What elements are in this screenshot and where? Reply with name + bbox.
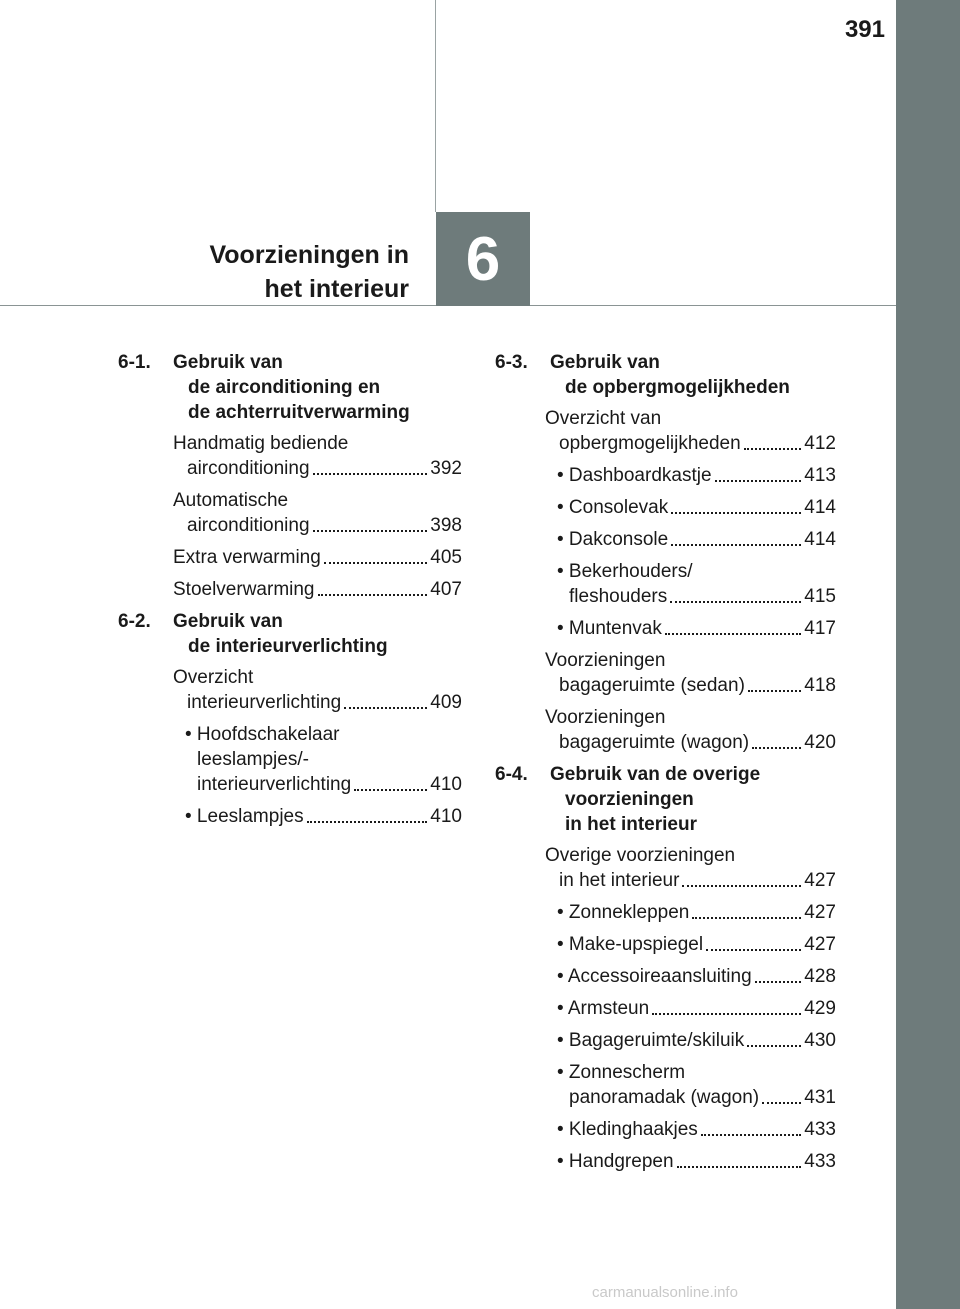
entry-label: Overzicht van (545, 408, 662, 429)
entry-label: Automatische (173, 490, 289, 511)
toc-section-6-2 (118, 609, 462, 659)
section-title-line: de achterruitverwarming (188, 402, 410, 423)
toc-entry[interactable] (545, 1149, 836, 1174)
toc-entry[interactable] (545, 1060, 836, 1110)
dot-leader (677, 1166, 802, 1168)
entry-label: • Hoofdschakelaar (185, 724, 340, 745)
dot-leader (671, 544, 801, 546)
toc-entry[interactable] (173, 488, 462, 538)
toc-entry[interactable] (545, 495, 836, 520)
toc-entry[interactable] (545, 900, 836, 925)
entry-label: fleshouders (569, 586, 668, 607)
entry-page: 431 (804, 1087, 836, 1108)
dot-leader (652, 1013, 801, 1015)
toc-entry[interactable] (173, 804, 462, 829)
section-title (550, 762, 760, 837)
toc-entry[interactable] (545, 463, 836, 488)
toc-section-6-3 (495, 350, 836, 400)
entry-label: leeslampjes/- (197, 749, 309, 770)
entry-page: 429 (804, 998, 836, 1019)
watermark: carmanualsonline.info (592, 1284, 738, 1301)
entry-label: interieurverlichting (187, 692, 342, 713)
section-number: 6-1. (118, 352, 151, 373)
entry-label: • Bagageruimte/skiluik (557, 1030, 745, 1051)
toc-entry[interactable] (545, 964, 836, 989)
toc-entry[interactable] (173, 545, 462, 570)
section-title (173, 609, 388, 659)
entry-page: 398 (430, 515, 462, 536)
entry-page: 433 (804, 1119, 836, 1140)
chapter-title-line: Voorzieningen in (209, 241, 409, 269)
entry-label: • Kledinghaakjes (557, 1119, 698, 1140)
section-title (550, 350, 790, 400)
section-title-line: Gebruik van (173, 352, 283, 373)
toc-entry[interactable] (545, 406, 836, 456)
entry-page: 430 (804, 1030, 836, 1051)
entry-label: interieurverlichting (197, 774, 352, 795)
entry-label: Overzicht (173, 667, 254, 688)
entry-label: • Accessoireaansluiting (557, 966, 752, 987)
toc-section-6-4 (495, 762, 836, 837)
section-title-line: de interieurverlichting (188, 636, 388, 657)
dot-leader (744, 448, 802, 450)
entry-page: 427 (804, 902, 836, 923)
dot-leader (715, 480, 802, 482)
section-title (173, 350, 410, 425)
toc-entry[interactable] (545, 705, 836, 755)
dot-leader (344, 707, 427, 709)
entry-label: in het interieur (559, 870, 680, 891)
entry-page: 410 (430, 806, 462, 827)
entry-page: 433 (804, 1151, 836, 1172)
entry-label: Voorzieningen (545, 650, 666, 671)
toc-section-6-1 (118, 350, 462, 425)
dot-leader (671, 512, 801, 514)
toc-entry[interactable] (545, 527, 836, 552)
entry-label: • Muntenvak (557, 618, 662, 639)
dot-leader (682, 885, 801, 887)
entry-label: • Consolevak (557, 497, 669, 518)
entry-page: 407 (430, 579, 462, 600)
entry-page: 405 (430, 547, 462, 568)
entry-label: Stoelverwarming (173, 579, 315, 600)
entry-label: bagageruimte (wagon) (559, 732, 750, 753)
entry-page: 414 (804, 529, 836, 550)
dot-leader (748, 690, 801, 692)
toc-entry[interactable] (173, 722, 462, 797)
dot-leader (692, 917, 801, 919)
entry-page: 412 (804, 433, 836, 454)
header-divider-vertical (435, 0, 436, 212)
toc-entry[interactable] (173, 665, 462, 715)
dot-leader (307, 821, 428, 823)
toc-entry[interactable] (545, 843, 836, 893)
entry-label: • Dashboardkastje (557, 465, 712, 486)
dot-leader (762, 1102, 801, 1104)
entry-page: 420 (804, 732, 836, 753)
entry-label: • Handgrepen (557, 1151, 674, 1172)
section-number: 6-3. (495, 352, 528, 373)
toc-entry[interactable] (545, 932, 836, 957)
dot-leader (701, 1134, 801, 1136)
entry-label: • Make-upspiegel (557, 934, 704, 955)
chapter-title-line: het interieur (264, 275, 409, 303)
entry-label: Voorzieningen (545, 707, 666, 728)
entry-label: bagageruimte (sedan) (559, 675, 745, 696)
entry-label: • Bekerhouders/ (557, 561, 693, 582)
dot-leader (706, 949, 801, 951)
toc-entry[interactable] (545, 1028, 836, 1053)
page-number: 391 (844, 16, 885, 43)
entry-label: Overige voorzieningen (545, 845, 736, 866)
dot-leader (313, 530, 428, 532)
dot-leader (324, 562, 427, 564)
toc-entry[interactable] (545, 559, 836, 609)
entry-label: • Dakconsole (557, 529, 669, 550)
section-title-line: de airconditioning en (188, 377, 381, 398)
toc-entry[interactable] (545, 616, 836, 641)
entry-label: airconditioning (187, 515, 310, 536)
entry-label: panoramadak (wagon) (569, 1087, 760, 1108)
toc-entry[interactable] (173, 431, 462, 481)
chapter-side-tab (896, 0, 960, 1309)
chapter-number-box: 6 (436, 212, 530, 306)
entry-label: opbergmogelijkheden (559, 433, 741, 454)
entry-label: • Armsteun (557, 998, 650, 1019)
toc-entry[interactable] (545, 996, 836, 1021)
entry-page: 409 (430, 692, 462, 713)
entry-page: 415 (804, 586, 836, 607)
entry-page: 417 (804, 618, 836, 639)
entry-page: 428 (804, 966, 836, 987)
entry-label: • Leeslampjes (185, 806, 304, 827)
dot-leader (755, 981, 802, 983)
entry-page: 418 (804, 675, 836, 696)
section-title-line: Gebruik van (173, 611, 283, 632)
entry-label: airconditioning (187, 458, 310, 479)
entry-label: Handmatig bediende (173, 433, 349, 454)
entry-page: 410 (430, 774, 462, 795)
section-title-line: in het interieur (565, 814, 697, 835)
section-number: 6-4. (495, 764, 528, 785)
dot-leader (318, 594, 428, 596)
dot-leader (354, 789, 427, 791)
toc-column-left (118, 350, 462, 836)
section-title-line: Gebruik van (550, 352, 660, 373)
entry-label: Extra verwarming (173, 547, 321, 568)
section-number: 6-2. (118, 611, 151, 632)
toc-entry[interactable] (173, 577, 462, 602)
entry-page: 427 (804, 934, 836, 955)
dot-leader (747, 1045, 801, 1047)
dot-leader (752, 747, 801, 749)
entry-label: • Zonnescherm (557, 1062, 686, 1083)
section-title-line: Gebruik van de overige (550, 764, 761, 785)
section-title-line: voorzieningen (565, 789, 694, 810)
toc-entry[interactable] (545, 1117, 836, 1142)
toc-column-right (495, 350, 836, 1181)
chapter-title (209, 238, 409, 306)
dot-leader (665, 633, 801, 635)
entry-page: 414 (804, 497, 836, 518)
entry-page: 427 (804, 870, 836, 891)
section-title-line: de opbergmogelijkheden (565, 377, 790, 398)
toc-entry[interactable] (545, 648, 836, 698)
dot-leader (670, 601, 801, 603)
dot-leader (313, 473, 428, 475)
entry-page: 392 (430, 458, 462, 479)
entry-page: 413 (804, 465, 836, 486)
entry-label: • Zonnekleppen (557, 902, 690, 923)
